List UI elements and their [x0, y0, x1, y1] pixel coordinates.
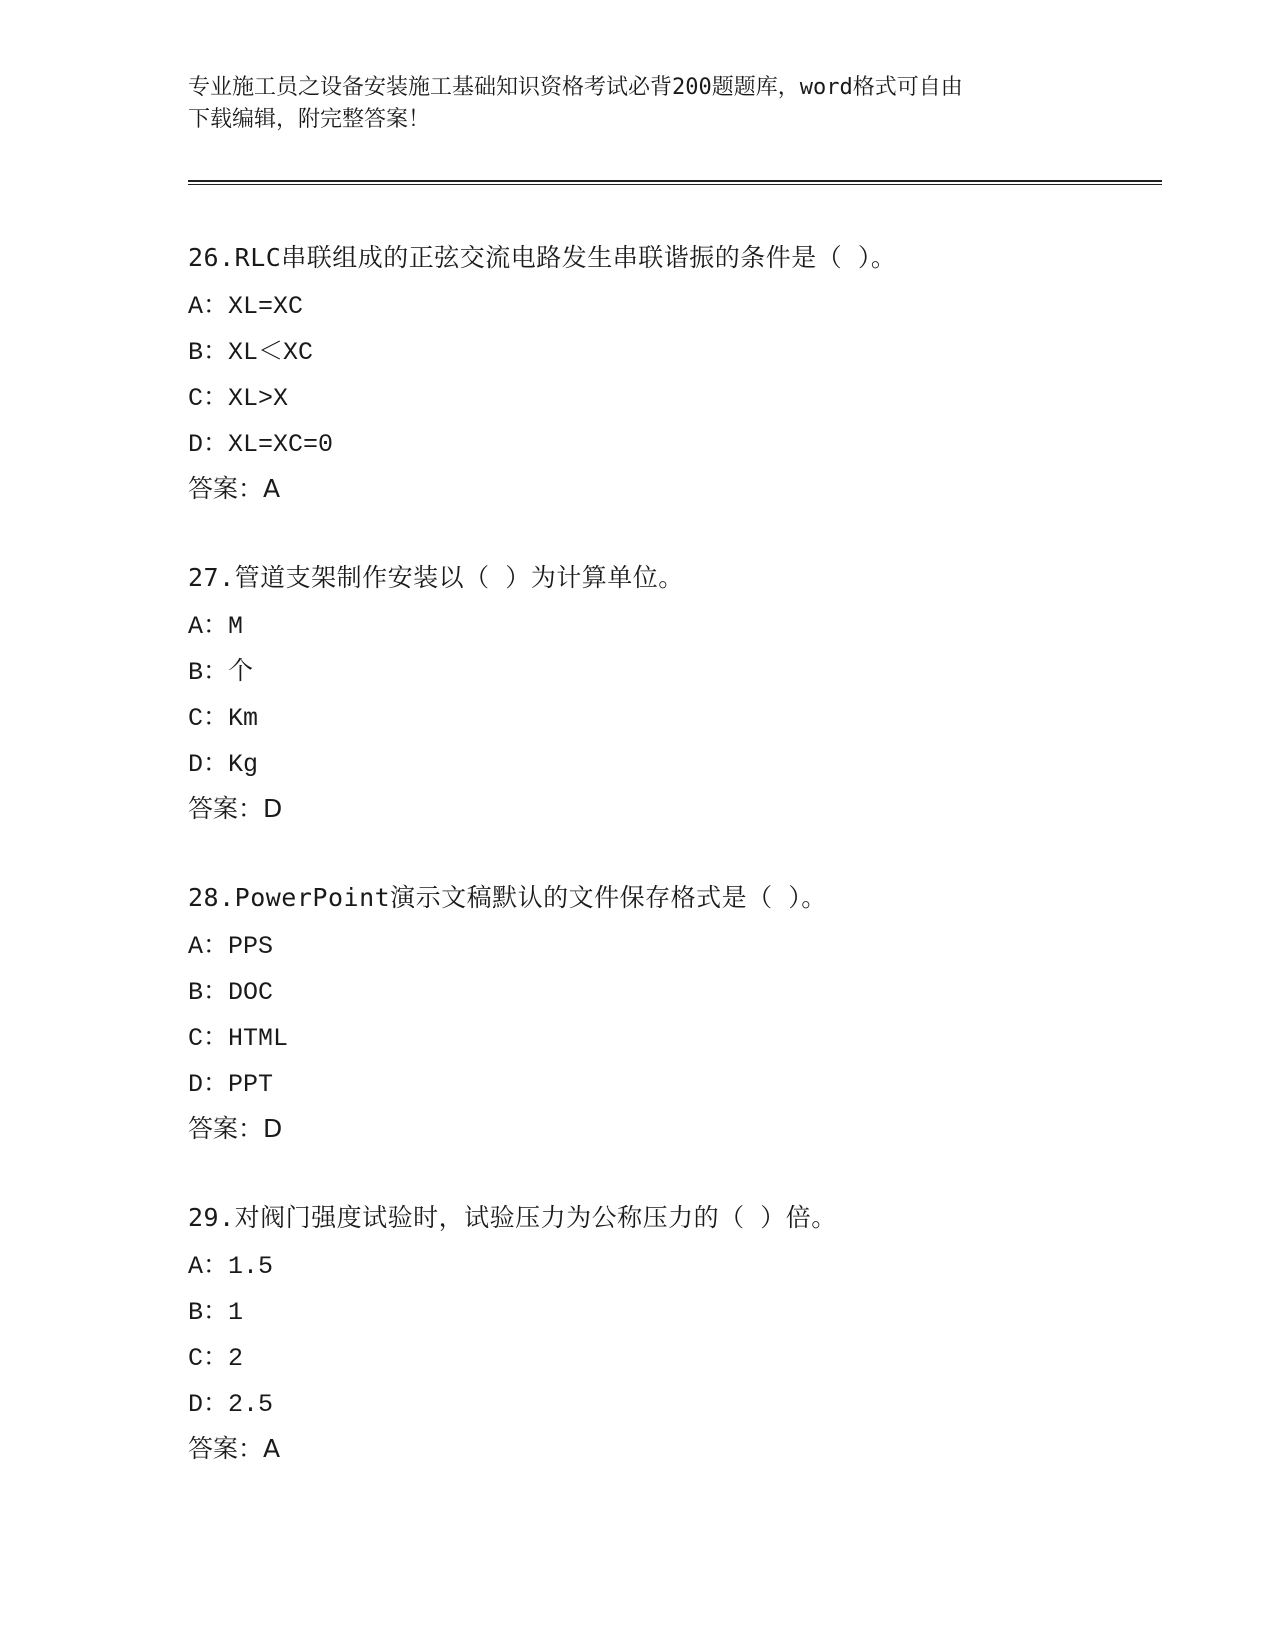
question-27 — [188, 556, 1148, 830]
header-title-line-2: 下载编辑，附完整答案！ — [188, 107, 431, 132]
option-a: A：XL=XC — [188, 292, 304, 321]
answer-line: 答案：D — [188, 794, 283, 823]
header-divider-thin — [188, 184, 1162, 185]
option-b: B：DOC — [188, 978, 274, 1007]
option-b: B：XL＜XC — [188, 338, 314, 367]
option-c: C：XL>X — [188, 384, 289, 413]
option-c: C：2 — [188, 1344, 244, 1373]
option-d: D：Kg — [188, 750, 259, 779]
option-a: A：PPS — [188, 932, 274, 961]
question-28 — [188, 876, 1148, 1150]
option-b: B：个 — [188, 658, 254, 687]
option-c: C：HTML — [188, 1024, 289, 1053]
option-b: B：1 — [188, 1298, 244, 1327]
option-c: C：Km — [188, 704, 259, 733]
option-a: A：M — [188, 612, 244, 641]
question-26 — [188, 236, 1148, 510]
answer-line: 答案：D — [188, 1114, 283, 1143]
header-title-line-1: 专业施工员之设备安装施工基础知识资格考试必背200题题库，word格式可自由 — [188, 75, 963, 100]
option-d: D：2.5 — [188, 1390, 274, 1419]
option-d: D：PPT — [188, 1070, 274, 1099]
question-stem: 27.管道支架制作安装以（ ）为计算单位。 — [188, 563, 684, 592]
option-a: A：1.5 — [188, 1252, 274, 1281]
question-stem: 26.RLC串联组成的正弦交流电路发生串联谐振的条件是（ ）。 — [188, 243, 897, 272]
question-stem: 28.PowerPoint演示文稿默认的文件保存格式是（ ）。 — [188, 883, 827, 912]
question-stem: 29.对阀门强度试验时，试验压力为公称压力的（ ）倍。 — [188, 1203, 837, 1232]
question-29 — [188, 1196, 1148, 1470]
header-divider-thick — [188, 180, 1162, 182]
answer-line: 答案：A — [188, 474, 281, 503]
document-header — [188, 72, 1088, 136]
answer-line: 答案：A — [188, 1434, 281, 1463]
option-d: D：XL=XC=0 — [188, 430, 334, 459]
